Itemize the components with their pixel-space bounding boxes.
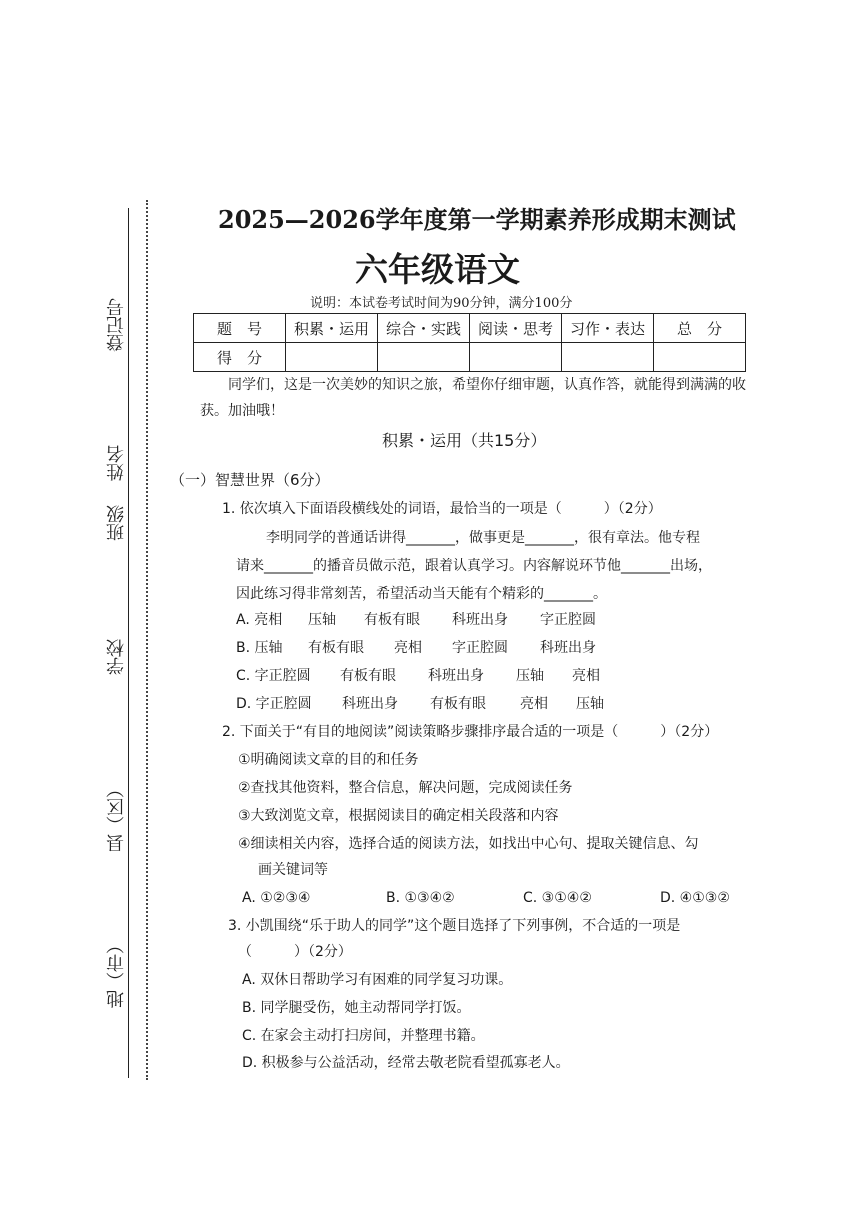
binding-dotted-line xyxy=(146,200,148,1080)
option-word: A. 亮相 xyxy=(236,612,283,628)
score-cell[interactable] xyxy=(654,343,746,372)
question-1-passage-line: 李明同学的普通话讲得_______，做事更是_______，很有章法。他专程 xyxy=(266,530,700,546)
question-1-passage-line: 因此练习得非常刻苦，希望活动当天能有个精彩的_______。 xyxy=(236,586,607,602)
question-1-passage-line: 请来_______的播音员做示范，跟着认真学习。内容解说环节他_______出场， xyxy=(236,558,712,574)
question-3-option-d[interactable]: D. 积极参与公益活动，经常去敬老院看望孤寡老人。 xyxy=(242,1055,570,1071)
score-table-header: 阅读・思考 xyxy=(470,314,562,343)
score-table-header: 积累・运用 xyxy=(286,314,378,343)
score-table-header: 总 分 xyxy=(654,314,746,343)
option-word: 字正腔圆 xyxy=(452,640,508,656)
question-2-stem: 2. 下面关于“有目的地阅读”阅读策略步骤排序最合适的一项是（ ）（2分） xyxy=(222,724,719,740)
option-word: 有板有眼 xyxy=(340,668,396,684)
option-word: C. 字正腔圆 xyxy=(236,668,311,684)
exam-title: 2025—2026学年度第一学期素养形成期末测试 xyxy=(218,205,736,234)
question-3-option-a[interactable]: A. 双休日帮助学习有困难的同学复习功课。 xyxy=(242,972,513,988)
question-2-options xyxy=(242,888,730,908)
score-cell[interactable] xyxy=(286,343,378,372)
option-word: 科班出身 xyxy=(452,612,508,628)
score-table-score-row xyxy=(194,343,746,372)
option-word: 亮相 xyxy=(520,696,548,712)
option-word: 字正腔圆 xyxy=(540,612,596,628)
question-1-option-d[interactable] xyxy=(236,694,604,714)
name-label: 姓名 xyxy=(106,445,127,481)
option-word: D. 字正腔圆 xyxy=(236,696,312,712)
score-row-label: 得 分 xyxy=(194,343,286,372)
score-table xyxy=(193,313,746,372)
question-2-step: ③大致浏览文章，根据阅读目的确定相关段落和内容 xyxy=(238,808,559,824)
option-word: 压轴 xyxy=(576,696,604,712)
option-word: 科班出身 xyxy=(342,696,398,712)
question-1-stem: 1. 依次填入下面语段横线处的词语，最恰当的一项是（ ）（2分） xyxy=(222,501,662,517)
question-1-option-c[interactable] xyxy=(236,666,600,686)
question-2-step: ②查找其他资料，整合信息，解决问题，完成阅读任务 xyxy=(238,780,573,796)
option-word: 科班出身 xyxy=(428,668,484,684)
exam-subject: 六年级语文 xyxy=(355,250,520,289)
option-word: B. 压轴 xyxy=(236,640,283,656)
question-2-option-c[interactable]: C. ③①④② xyxy=(523,890,592,906)
exam-instructions: 说明：本试卷考试时间为90分钟，满分100分 xyxy=(310,296,573,311)
score-cell[interactable] xyxy=(470,343,562,372)
question-3-option-b[interactable]: B. 同学腿受伤，她主动帮同学打饭。 xyxy=(242,1000,471,1016)
class-label: 班级 xyxy=(106,505,127,541)
question-2-option-d[interactable]: D. ④①③② xyxy=(660,890,730,906)
score-table-header: 综合・实践 xyxy=(378,314,470,343)
question-2-option-a[interactable]: A. ①②③④ xyxy=(242,890,311,906)
option-word: 亮相 xyxy=(572,668,600,684)
question-1-option-a[interactable] xyxy=(236,610,596,630)
registration-number-label: 登记号 xyxy=(106,298,127,352)
question-3-option-c[interactable]: C. 在家会主动打扫房间，并整理书籍。 xyxy=(242,1028,485,1044)
score-table-header-row xyxy=(194,314,746,343)
question-2-step: ①明确阅读文章的目的和任务 xyxy=(238,752,419,768)
question-3-answer-blank: （ ）（2分） xyxy=(238,944,352,960)
option-word: 科班出身 xyxy=(540,640,596,656)
score-table-header: 题 号 xyxy=(194,314,286,343)
city-label: 地（市） xyxy=(106,936,127,1008)
section-title: 积累・运用（共15分） xyxy=(382,431,547,450)
question-1-option-b[interactable] xyxy=(236,638,596,658)
school-label: 学校 xyxy=(106,639,127,675)
option-word: 压轴 xyxy=(308,612,336,628)
score-cell[interactable] xyxy=(562,343,654,372)
greeting-paragraph: 同学们，这是一次美妙的知识之旅，希望你仔细审题，认真作答，就能得到满满的收获。加油哦！ xyxy=(200,377,746,419)
option-word: 有板有眼 xyxy=(364,612,420,628)
score-cell[interactable] xyxy=(378,343,470,372)
score-table-header: 习作・表达 xyxy=(562,314,654,343)
part-title: （一）智慧世界（6分） xyxy=(170,471,330,489)
question-3-stem: 3. 小凯围绕“乐于助人的同学”这个题目选择了下列事例，不合适的一项是 xyxy=(228,918,681,934)
question-2-option-b[interactable]: B. ①③④② xyxy=(386,890,455,906)
option-word: 压轴 xyxy=(516,668,544,684)
question-2-step: ④细读相关内容，选择合适的阅读方法，如找出中心句、提取关键信息、勾 xyxy=(238,836,699,852)
option-word: 亮相 xyxy=(394,640,422,656)
option-word: 有板有眼 xyxy=(308,640,364,656)
county-label: 县（区） xyxy=(106,780,127,852)
option-word: 有板有眼 xyxy=(430,696,486,712)
question-2-step-continued: 画关键词等 xyxy=(258,862,328,878)
